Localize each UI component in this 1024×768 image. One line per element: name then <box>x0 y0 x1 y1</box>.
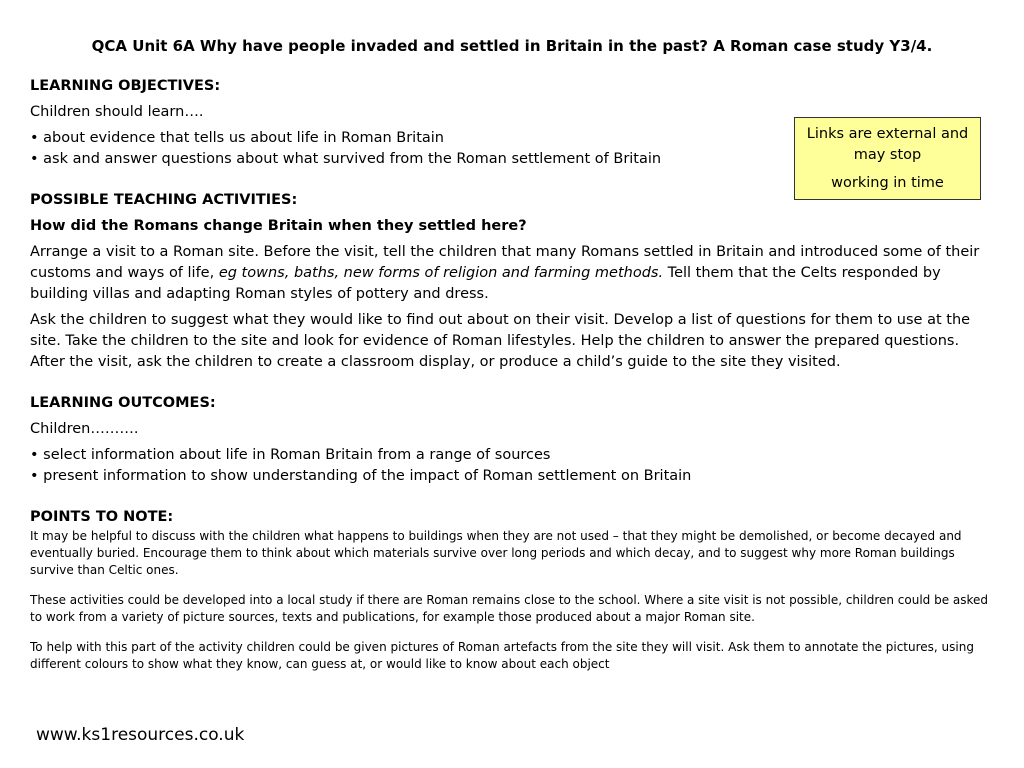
list-item: • ask and answer questions about what survived from the Roman settlement of Britain <box>30 151 662 167</box>
outcome-bullet-1: select information about life in Roman Britain from a range of sources <box>43 447 551 463</box>
list-item: • select information about life in Roman Britain from a range of sources <box>30 447 551 463</box>
points-to-note-paragraph-1: It may be helpful to discuss with the children what happens to buildings when they are not used – that they might be demolished, or become decayed and eventually buried. Encourage them to think about which materials survive over long periods and which decay, and to suggest why more Roman buildings survive than Celtic ones. <box>30 529 962 577</box>
teaching-activities-section <box>30 190 996 373</box>
points-to-note-paragraph-2: These activities could be developed into a local study if there are Roman remains close to the school. Where a site visit is not possible, children could be asked to work from a variety of picture sources, texts and publications, for example those produced about a major Roman site. <box>30 593 989 624</box>
points-to-note-paragraph-3: To help with this part of the activity children could be given pictures of Roman artefacts from the site they will visit. Ask them to annotate the pictures, using different colours to show what they know, can guess at, or would like to know about each object <box>30 640 974 671</box>
paragraph-1-italic-examples: eg towns, baths, new forms of religion and farming methods. <box>218 265 664 281</box>
list-item: • about evidence that tells us about life in Roman Britain <box>30 130 444 146</box>
points-to-note-section <box>30 507 996 673</box>
paragraph-1-end: Tell them that the Celts responded by building villas and adapting Roman styles of pottery and dress. <box>30 265 941 302</box>
learning-objectives-section <box>30 76 996 170</box>
learning-objectives-heading: LEARNING OBJECTIVES: <box>30 78 221 94</box>
learning-outcomes-section <box>30 393 996 487</box>
teaching-activities-paragraph-2: Ask the children to suggest what they would like to find out about on their visit. Develop a list of questions for them to use at the site. Take the children to the site and look for evidence of Roman lifestyles. Help the children to answer the prepared questions. After the visit, ask the children to create a classroom display, or produce a child’s guide to the site they visited. <box>30 312 971 370</box>
footer-url: www.ks1resources.co.uk <box>36 725 245 745</box>
objective-bullet-2: ask and answer questions about what survived from the Roman settlement of Britain <box>43 151 662 167</box>
list-item: • present information to show understanding of the impact of Roman settlement on Britain <box>30 468 692 484</box>
outcome-bullet-2: present information to show understanding of the impact of Roman settlement on Britain <box>43 468 692 484</box>
teaching-activities-paragraph-1 <box>30 242 996 305</box>
teaching-activities-heading: POSSIBLE TEACHING ACTIVITIES: <box>30 192 298 208</box>
points-to-note-heading: POINTS TO NOTE: <box>30 509 174 525</box>
paragraph-1-start: Arrange a visit to a Roman site. Before the visit, tell the children that many Romans settled in Britain and introduced some of their customs and ways of life, <box>30 244 980 281</box>
page-title: QCA Unit 6A Why have people invaded and settled in Britain in the past? A Roman case study Y3/4. <box>91 37 933 55</box>
document-body <box>30 76 996 673</box>
links-note-line-1: Links are external and may stop <box>806 126 969 163</box>
links-note-line-2: working in time <box>831 175 944 191</box>
learning-outcomes-heading: LEARNING OUTCOMES: <box>30 395 216 411</box>
objective-bullet-1: about evidence that tells us about life in Roman Britain <box>43 130 444 146</box>
teaching-activities-question: How did the Romans change Britain when they settled here? <box>30 218 527 234</box>
learning-outcomes-intro: Children………. <box>30 421 139 437</box>
learning-objectives-intro: Children should learn…. <box>30 104 204 120</box>
